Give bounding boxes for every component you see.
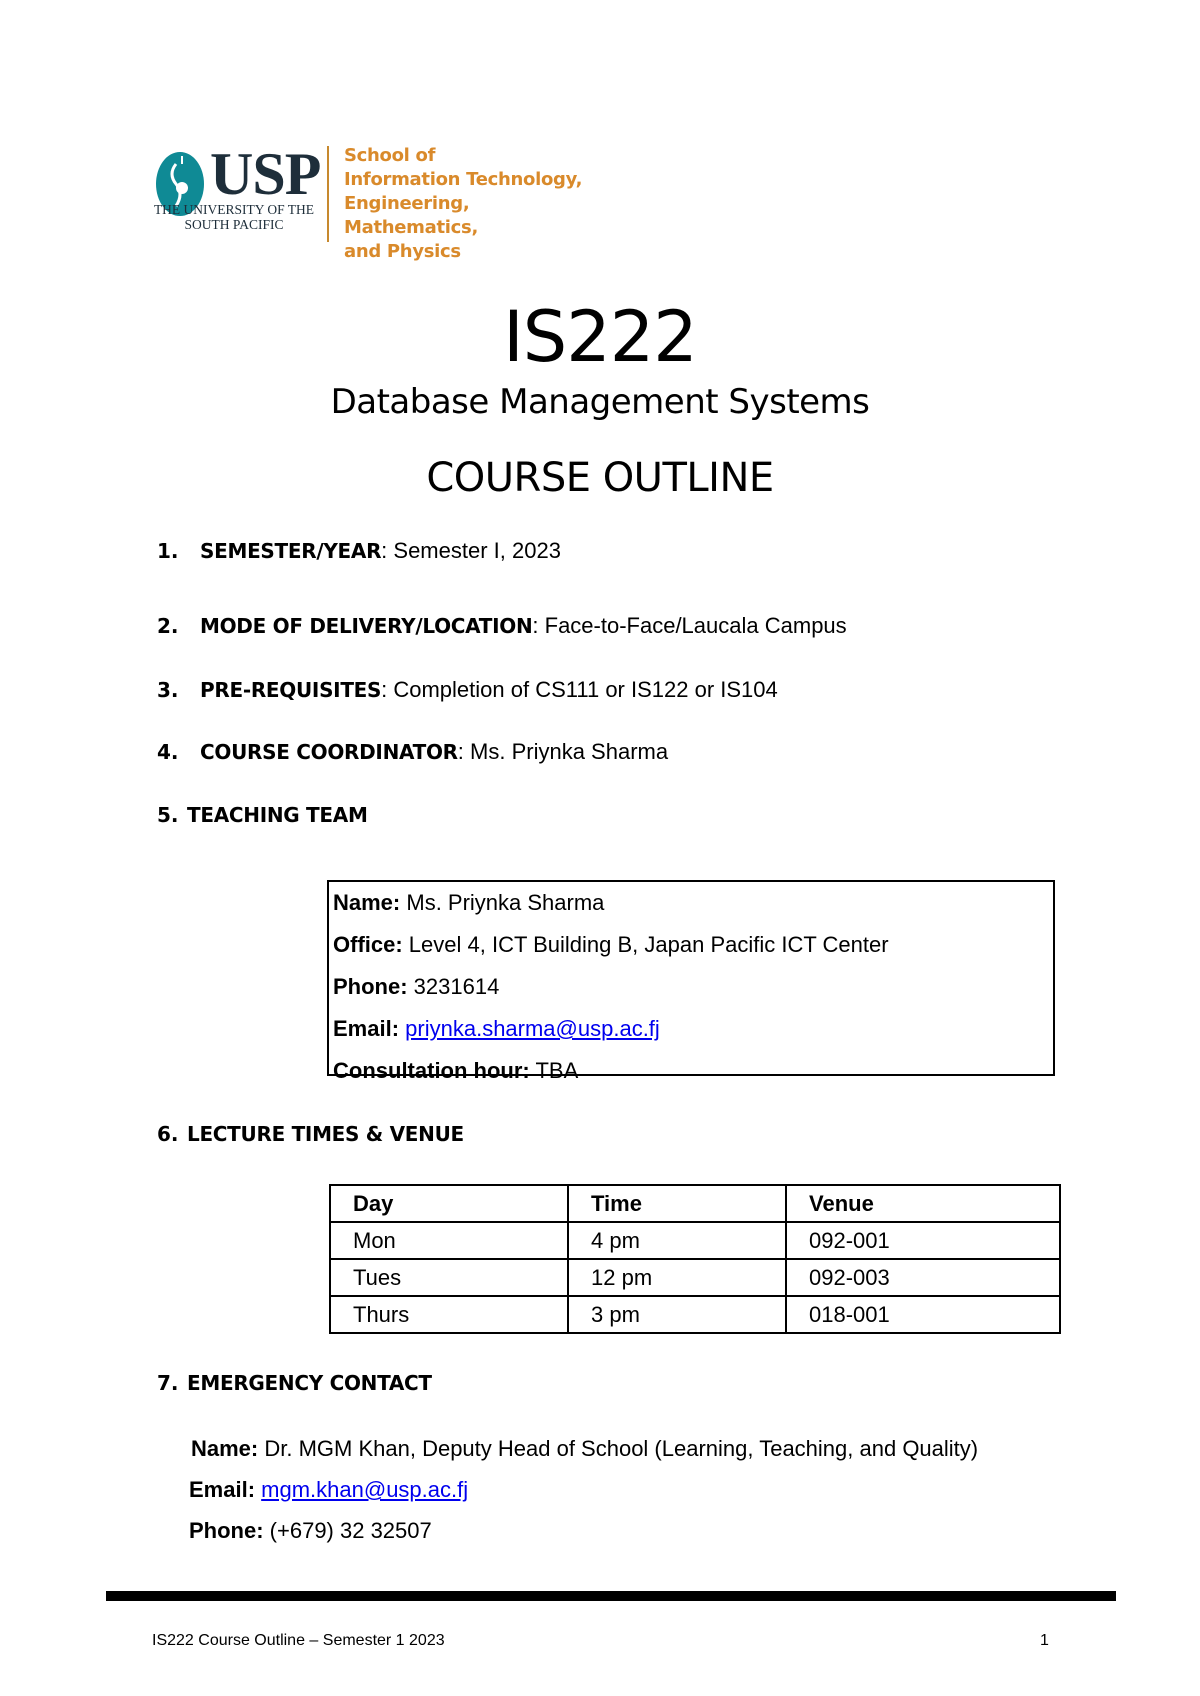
team-phone-label: Phone: xyxy=(333,974,408,999)
footer-rule xyxy=(106,1591,1116,1601)
emergency-email-link[interactable]: mgm.khan@usp.ac.fj xyxy=(261,1477,469,1502)
course-code: IS222 xyxy=(503,296,697,378)
emergency-email-label: Email: xyxy=(189,1477,256,1502)
team-phone-row xyxy=(333,966,1053,1008)
team-office-label: Office: xyxy=(333,932,403,957)
course-name: Database Management Systems xyxy=(330,382,870,422)
logo-divider xyxy=(327,146,329,242)
emergency-name-label: Name: xyxy=(191,1436,259,1461)
page-number: 1 xyxy=(1040,1632,1049,1649)
item-label: MODE OF DELIVERY/LOCATION xyxy=(200,614,533,638)
item-value: : Ms. Priynka Sharma xyxy=(457,739,669,764)
item-value: : Semester I, 2023 xyxy=(381,538,561,563)
pre-requisites xyxy=(157,677,778,703)
emergency-phone-value: (+679) 32 32507 xyxy=(263,1518,432,1543)
item-label: LECTURE TIMES & VENUE xyxy=(187,1122,464,1146)
column-header-time: Time xyxy=(568,1185,786,1222)
team-phone-value: 3231614 xyxy=(407,974,500,999)
table-row xyxy=(330,1296,1060,1333)
item-value: : Face-to-Face/Laucala Campus xyxy=(532,613,847,638)
lecture-times-table xyxy=(329,1184,1061,1334)
school-line-3: Engineering, Mathematics, xyxy=(344,193,478,238)
cell-venue: 092-001 xyxy=(786,1222,1060,1259)
teaching-team-heading xyxy=(157,802,368,828)
item-value: : Completion of CS111 or IS122 or IS104 xyxy=(381,677,778,702)
usp-logo xyxy=(152,141,592,262)
table-row xyxy=(330,1259,1060,1296)
team-consultation-value: TBA xyxy=(529,1058,579,1083)
team-email-label: Email: xyxy=(333,1016,400,1041)
table-header-row xyxy=(330,1185,1060,1222)
emergency-name-row xyxy=(191,1436,978,1462)
cell-day: Mon xyxy=(330,1222,568,1259)
cell-day: Thurs xyxy=(330,1296,568,1333)
item-number: 7. xyxy=(157,1371,179,1395)
team-email-link[interactable]: priynka.sharma@usp.ac.fj xyxy=(405,1016,660,1041)
emergency-phone-row xyxy=(189,1518,432,1544)
emergency-contact-heading xyxy=(157,1370,432,1396)
mode-of-delivery xyxy=(157,613,847,639)
team-office-row xyxy=(333,924,1053,966)
item-number: 5. xyxy=(157,803,179,827)
item-number: 3. xyxy=(157,678,179,702)
column-header-venue: Venue xyxy=(786,1185,1060,1222)
emergency-email-row xyxy=(189,1477,468,1503)
cell-venue: 018-001 xyxy=(786,1296,1060,1333)
item-number: 2. xyxy=(157,614,179,638)
emergency-phone-label: Phone: xyxy=(189,1518,264,1543)
cell-time: 12 pm xyxy=(568,1259,786,1296)
school-line-1: School of xyxy=(344,145,436,166)
item-label: TEACHING TEAM xyxy=(187,803,368,827)
footer-title: IS222 Course Outline – Semester 1 2023 xyxy=(152,1632,445,1649)
item-number: 1. xyxy=(157,539,179,563)
team-office-value: Level 4, ICT Building B, Japan Pacific ICT Center xyxy=(402,932,889,957)
team-name-value: Ms. Priynka Sharma xyxy=(400,890,605,915)
team-consultation-label: Consultation hour: xyxy=(333,1058,530,1083)
item-number: 6. xyxy=(157,1122,179,1146)
teaching-team-box xyxy=(327,880,1055,1083)
lecture-times-heading xyxy=(157,1121,464,1147)
cell-time: 3 pm xyxy=(568,1296,786,1333)
usp-wordmark: USP xyxy=(210,141,321,207)
cell-venue: 092-003 xyxy=(786,1259,1060,1296)
emergency-name-value: Dr. MGM Khan, Deputy Head of School (Learning, Teaching, and Quality) xyxy=(258,1436,979,1461)
column-header-day: Day xyxy=(330,1185,568,1222)
cell-time: 4 pm xyxy=(568,1222,786,1259)
university-line-2: SOUTH PACIFIC xyxy=(184,217,284,232)
team-name-row xyxy=(333,882,1053,924)
document-heading: COURSE OUTLINE xyxy=(426,455,774,501)
school-name xyxy=(344,144,592,264)
table-row xyxy=(330,1222,1060,1259)
course-coordinator xyxy=(157,739,668,765)
item-label: EMERGENCY CONTACT xyxy=(187,1371,432,1395)
school-line-2: Information Technology, xyxy=(344,169,583,190)
cell-day: Tues xyxy=(330,1259,568,1296)
item-label: SEMESTER/YEAR xyxy=(200,539,382,563)
team-name-label: Name: xyxy=(333,890,401,915)
school-line-4: and Physics xyxy=(344,241,461,262)
university-name xyxy=(152,202,316,232)
item-label: PRE-REQUISITES xyxy=(200,678,382,702)
item-number: 4. xyxy=(157,740,179,764)
team-consultation-row xyxy=(333,1050,1053,1092)
team-email-row xyxy=(333,1008,1053,1050)
item-label: COURSE COORDINATOR xyxy=(200,740,458,764)
university-line-1: THE UNIVERSITY OF THE xyxy=(153,202,315,217)
semester-year xyxy=(157,538,561,564)
